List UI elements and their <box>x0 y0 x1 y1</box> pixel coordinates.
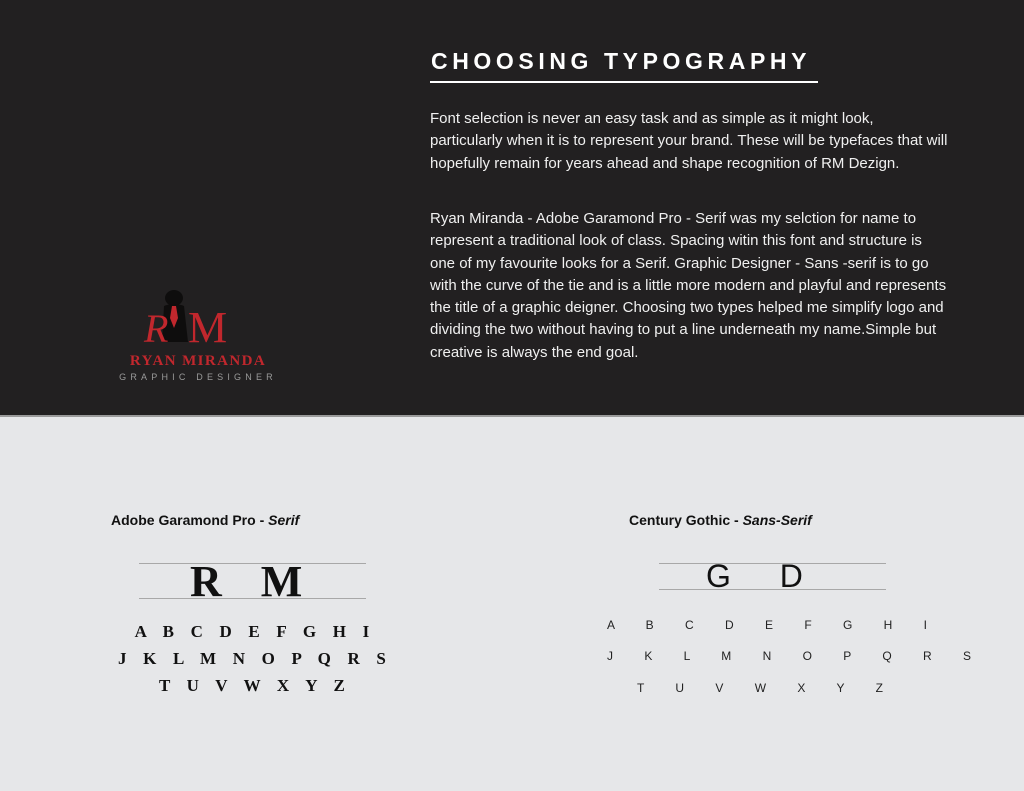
sans-alphabet-row-3: T U V W X Y Z <box>636 681 898 695</box>
sans-font-name: Century Gothic <box>629 512 731 528</box>
svg-text:R: R <box>144 306 169 350</box>
serif-alphabet-row-2: J K L M N O P Q R S <box>117 649 393 668</box>
title-underline <box>430 81 818 83</box>
serif-font-name: Adobe Garamond Pro <box>111 512 256 528</box>
serif-sample: R M <box>190 557 317 606</box>
serif-alphabet-row-3: T U V W X Y Z <box>158 676 352 695</box>
logo-subtitle: GRAPHIC DESIGNER <box>119 372 277 382</box>
panel-divider <box>0 415 1024 417</box>
intro-paragraph: Font selection is never an easy task and as simple as it might look, particularly when it is to represent your brand. These will be typefaces that will hopefully remain for years ahead and shape recognition of RM Dezign. <box>430 110 948 172</box>
serif-alphabet-row-1: A B C D E F G H I <box>134 622 376 641</box>
monogram-icon <box>108 288 288 350</box>
serif-font-title <box>111 512 299 528</box>
sans-font-title <box>629 512 812 528</box>
serif-separator: - <box>255 512 269 528</box>
sans-separator: - <box>730 512 743 528</box>
sans-alphabet-row-1: A B C D E F G H I <box>607 618 942 632</box>
logo-name: RYAN MIRANDA <box>129 353 267 369</box>
sans-font-style: Sans-Serif <box>742 512 812 528</box>
sans-alphabet-row-2: J K L M N O P Q R S <box>607 649 986 663</box>
svg-text:M: M <box>188 303 228 350</box>
sans-sample: G D <box>706 558 823 594</box>
serif-font-style: Serif <box>268 512 300 528</box>
brand-logo <box>108 288 288 388</box>
rationale-paragraph: Ryan Miranda - Adobe Garamond Pro - Serif was my selction for name to represent a traditional look of class. Spacing witin this font and structure is one of my favourite looks for a Serif. Graphic Designer - Sans -serif is to go with the curve of the tie and is a little more modern and playful and represents the title of a graphic deigner. Choosing two types helped me simplify logo and dividing the two without having to put a line underneath my name.Simple but creative is always the end goal. <box>430 210 947 361</box>
page-title: CHOOSING TYPOGRAPHY <box>431 48 812 74</box>
